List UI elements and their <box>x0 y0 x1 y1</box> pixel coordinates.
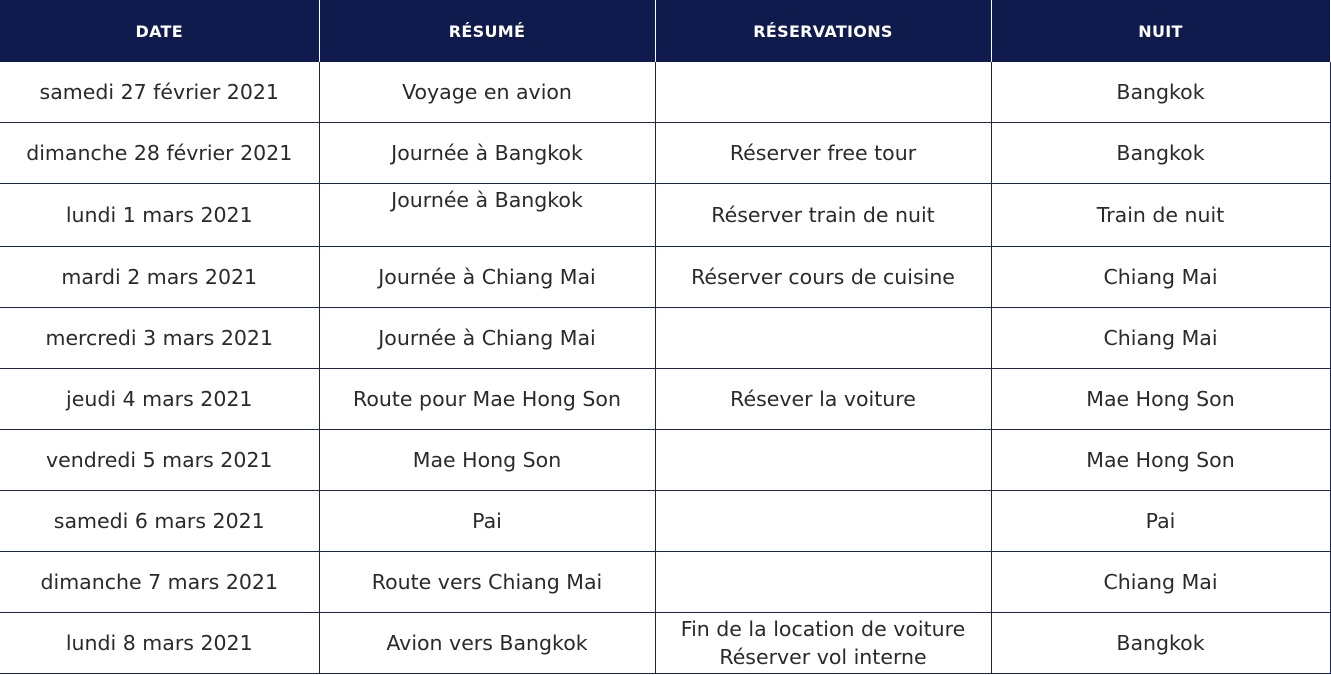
cell-date: samedi 27 février 2021 <box>0 62 319 123</box>
cell-reservations-line: Fin de la location de voiture <box>680 617 966 641</box>
cell-reservations-line: Réserver vol interne <box>719 645 927 669</box>
cell-resume: Route vers Chiang Mai <box>319 552 655 613</box>
cell-reservations <box>655 430 991 491</box>
table-row <box>0 308 1330 369</box>
cell-resume: Mae Hong Son <box>319 430 655 491</box>
cell-reservations: Réserver train de nuit <box>655 184 991 247</box>
table-row <box>0 184 1330 247</box>
cell-resume: Pai <box>319 491 655 552</box>
cell-reservations <box>655 308 991 369</box>
table-row <box>0 247 1330 308</box>
cell-date: samedi 6 mars 2021 <box>0 491 319 552</box>
cell-resume: Avion vers Bangkok <box>319 613 655 674</box>
cell-date: lundi 1 mars 2021 <box>0 184 319 247</box>
table-row <box>0 369 1330 430</box>
cell-reservations <box>655 491 991 552</box>
table-row <box>0 430 1330 491</box>
cell-nuit: Mae Hong Son <box>991 369 1330 430</box>
table-row <box>0 552 1330 613</box>
column-header-nuit: NUIT <box>991 0 1330 62</box>
column-header-date: DATE <box>0 0 319 62</box>
cell-reservations: Réserver free tour <box>655 123 991 184</box>
column-header-resume: RÉSUMÉ <box>319 0 655 62</box>
cell-nuit: Bangkok <box>991 62 1330 123</box>
cell-resume: Voyage en avion <box>319 62 655 123</box>
cell-reservations <box>655 613 991 674</box>
cell-date: dimanche 7 mars 2021 <box>0 552 319 613</box>
cell-date: mercredi 3 mars 2021 <box>0 308 319 369</box>
table-row <box>0 123 1330 184</box>
table-row <box>0 62 1330 123</box>
cell-resume: Journée à Chiang Mai <box>319 308 655 369</box>
cell-resume: Journée à Bangkok <box>319 123 655 184</box>
cell-nuit: Chiang Mai <box>991 247 1330 308</box>
cell-reservations <box>655 62 991 123</box>
cell-date: dimanche 28 février 2021 <box>0 123 319 184</box>
cell-reservations: Résever la voiture <box>655 369 991 430</box>
cell-date: vendredi 5 mars 2021 <box>0 430 319 491</box>
cell-nuit: Bangkok <box>991 123 1330 184</box>
cell-date: jeudi 4 mars 2021 <box>0 369 319 430</box>
column-header-reservations: RÉSERVATIONS <box>655 0 991 62</box>
cell-nuit: Train de nuit <box>991 184 1330 247</box>
cell-reservations <box>655 552 991 613</box>
cell-reservations: Réserver cours de cuisine <box>655 247 991 308</box>
table-row <box>0 491 1330 552</box>
cell-date: lundi 8 mars 2021 <box>0 613 319 674</box>
cell-nuit: Pai <box>991 491 1330 552</box>
cell-resume: Route pour Mae Hong Son <box>319 369 655 430</box>
cell-nuit: Mae Hong Son <box>991 430 1330 491</box>
cell-nuit: Chiang Mai <box>991 308 1330 369</box>
cell-resume: Journée à Bangkok <box>319 184 655 247</box>
table-row <box>0 613 1330 674</box>
header-row <box>0 0 1330 62</box>
cell-nuit: Bangkok <box>991 613 1330 674</box>
cell-nuit: Chiang Mai <box>991 552 1330 613</box>
cell-date: mardi 2 mars 2021 <box>0 247 319 308</box>
cell-resume: Journée à Chiang Mai <box>319 247 655 308</box>
table-body <box>0 62 1330 674</box>
table-header <box>0 0 1330 62</box>
